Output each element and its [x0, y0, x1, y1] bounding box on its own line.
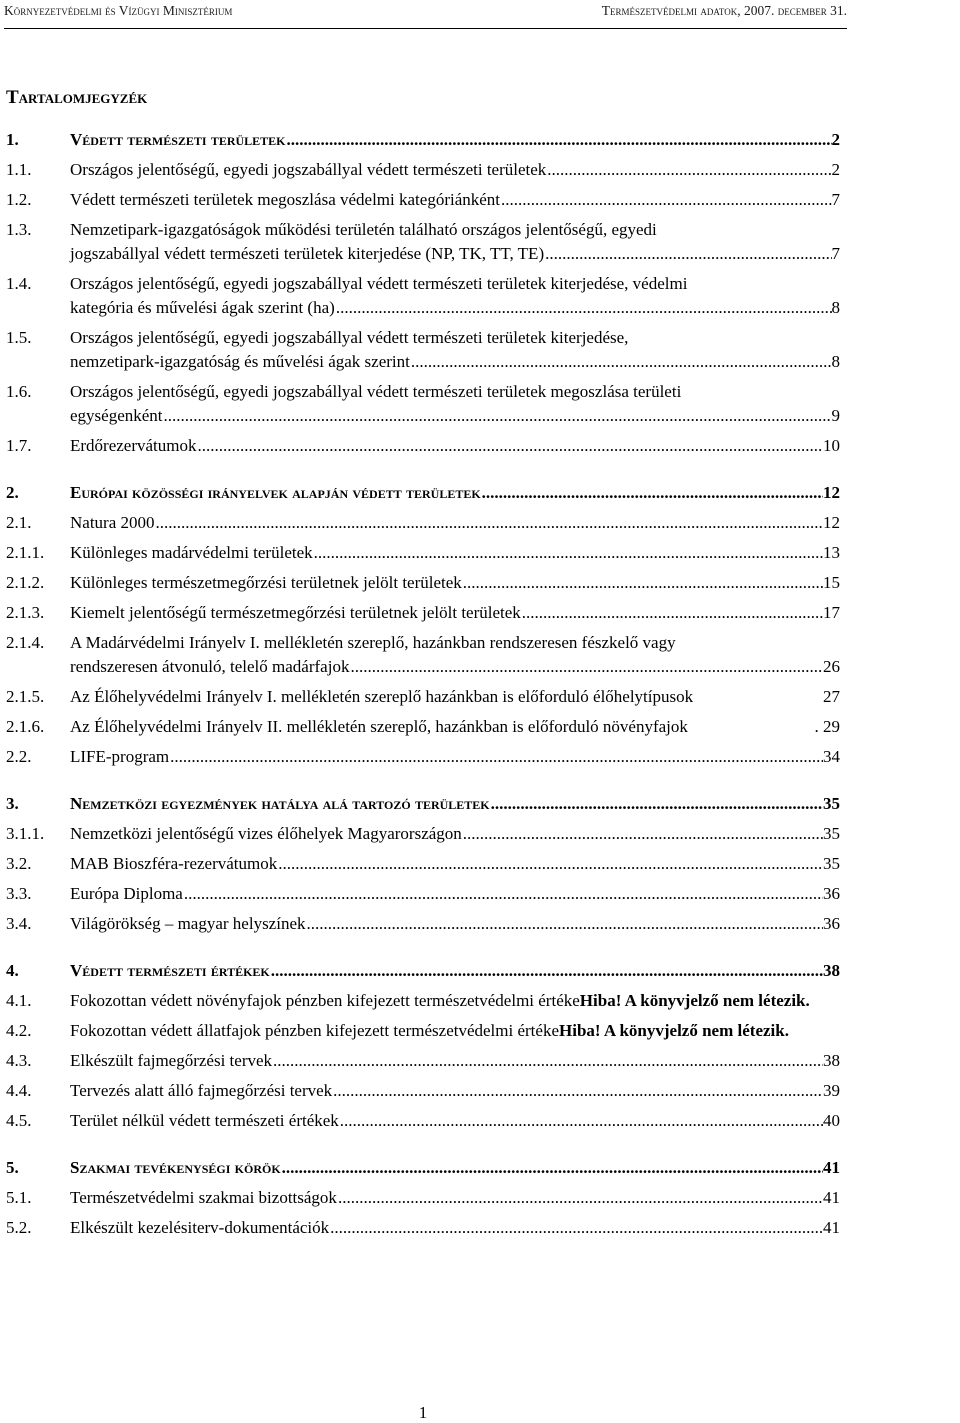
toc-entry-number: 5.2.	[6, 1218, 32, 1237]
dot-leader	[278, 852, 823, 876]
toc-entry[interactable]	[6, 631, 840, 679]
toc-entry-title: Világörökség – magyar helyszínek	[70, 914, 306, 933]
toc-entry-line	[70, 404, 840, 428]
toc-entry-page: 26	[823, 657, 840, 676]
toc-entry-content	[70, 601, 840, 625]
header-report-title: Természetvédelmi adatok, 2007. december 31.	[601, 3, 847, 18]
toc-entry-page: 12	[823, 513, 840, 532]
toc-entry-title: Az Élőhelyvédelmi Irányelv II. mellékletén szereplő, hazánkban is előforduló növényfajok	[70, 717, 688, 736]
toc-entry-page: 38	[823, 961, 840, 980]
toc-entry-content	[70, 541, 840, 565]
dot-leader	[271, 959, 823, 983]
toc-entry-line	[70, 272, 840, 296]
toc-entry-content	[70, 1216, 840, 1240]
toc-entry-line	[70, 655, 840, 679]
toc-entry-page: 39	[823, 1081, 840, 1100]
dot-leader	[314, 541, 823, 565]
toc-entry-content	[70, 571, 840, 595]
toc-entry[interactable]	[6, 1156, 840, 1180]
dot-leader	[482, 481, 823, 505]
toc-entry-title: Terület nélkül védett természeti értékek	[70, 1111, 339, 1130]
toc-entry-line	[70, 541, 840, 565]
toc-entry-title: Országos jelentőségű, egyedi jogszabállyal védett természeti területek	[70, 160, 547, 179]
toc-entry-page: 36	[823, 884, 840, 903]
toc-entry-content	[70, 959, 840, 983]
toc-entry-line	[70, 380, 840, 404]
toc-entry-title: Nemzetközi egyezmények hatálya alá tartozó területek	[70, 794, 490, 813]
toc-entry-page: 7	[831, 190, 840, 209]
toc-entry-number: 2.1.6.	[6, 717, 45, 736]
toc-entry-title: Országos jelentőségű, egyedi jogszabállyal védett természeti területek kiterjedése, védelmi	[70, 274, 688, 293]
toc-entry-line	[70, 434, 840, 458]
toc-entry[interactable]	[6, 882, 840, 906]
toc-entry[interactable]	[6, 852, 840, 876]
toc-entry-line	[70, 912, 840, 936]
toc-entry-content	[70, 912, 840, 936]
dot-leader	[336, 296, 832, 320]
toc-entry-page: 41	[823, 1158, 840, 1177]
toc-entry-page: 10	[823, 436, 840, 455]
dot-leader	[340, 1109, 823, 1133]
toc-entry-title: rendszeresen átvonuló, telelő madárfajok	[70, 657, 350, 676]
toc-entry[interactable]	[6, 792, 840, 816]
toc-entry[interactable]	[6, 822, 840, 846]
toc-entry[interactable]	[6, 745, 840, 769]
toc-entry-line	[70, 128, 840, 152]
toc-entry-line	[70, 158, 840, 182]
dot-leader	[333, 1079, 823, 1103]
toc-entry-content	[70, 631, 840, 679]
toc-entry-title: LIFE-program	[70, 747, 170, 766]
toc-entry-page: 41	[823, 1188, 840, 1207]
toc-entry-content	[70, 1049, 840, 1073]
dot-leader	[547, 158, 831, 182]
toc-entry-line	[70, 715, 840, 739]
toc-entry-page: 17	[823, 603, 840, 622]
toc-entry-line	[70, 296, 840, 320]
dot-leader	[198, 434, 824, 458]
toc-entry-number: 3.2.	[6, 854, 32, 873]
toc-entry-line	[70, 1186, 840, 1210]
toc-entry-content	[70, 511, 840, 535]
dot-leader	[350, 655, 823, 679]
toc-entry-content	[70, 1079, 840, 1103]
toc-entry-content	[70, 685, 840, 709]
toc-entry-page: 35	[823, 854, 840, 873]
toc-entry-title: egységenként	[70, 406, 163, 425]
toc-entry[interactable]	[6, 128, 840, 152]
toc-entry-content	[70, 1186, 840, 1210]
toc-entry-line	[70, 959, 840, 983]
toc-entry-page: 35	[823, 824, 840, 843]
toc-entry-content	[70, 989, 840, 1013]
dot-leader	[170, 745, 823, 769]
toc-entry[interactable]	[6, 715, 840, 739]
toc-entry-line	[70, 852, 840, 876]
toc-entry-line	[70, 188, 840, 212]
toc-entry-content	[70, 272, 840, 320]
dot-leader	[273, 1049, 823, 1073]
toc-entry-title: kategória és művelési ágak szerint (ha)	[70, 298, 335, 317]
toc-entry-number: 4.1.	[6, 991, 32, 1010]
dot-leader	[338, 1186, 823, 1210]
toc-entry-title: jogszabállyal védett természeti területek kiterjedése (NP, TK, TT, TE)	[70, 244, 545, 263]
toc-entry-number: 2.1.	[6, 513, 32, 532]
header-ministry: Környezetvédelmi és Vízügyi Minisztérium	[4, 3, 233, 18]
toc-entry-title: Elkészült fajmegőrzési tervek	[70, 1051, 273, 1070]
toc-entry-page: 36	[823, 914, 840, 933]
toc-entry-title: Fokozottan védett növényfajok pénzben kifejezett természetvédelmi értéke	[70, 991, 580, 1010]
toc-entry-page: 7	[831, 244, 840, 263]
dot-leader	[545, 242, 831, 266]
toc-entry[interactable]	[6, 1079, 840, 1103]
toc-entry-title: Szakmai tevékenységi körök	[70, 1158, 281, 1177]
toc-entry-title: Nemzetipark-igazgatóságok működési területén található országos jelentőségű, egyedi	[70, 220, 657, 239]
toc-entry-content	[70, 792, 840, 816]
toc-entry-line	[70, 1216, 840, 1240]
toc-entry-content	[70, 481, 840, 505]
toc-entry-line	[70, 822, 840, 846]
toc-entry-number: 1.	[6, 130, 19, 149]
toc-entry-line	[70, 1049, 840, 1073]
toc-entry[interactable]	[6, 158, 840, 182]
toc-entry-line	[70, 631, 840, 655]
toc-entry-content	[70, 745, 840, 769]
toc-entry-line	[70, 218, 840, 242]
dot-leader	[522, 601, 823, 625]
toc-entry[interactable]	[6, 571, 840, 595]
toc-entry-line	[70, 1156, 840, 1180]
toc-entry-page: 27	[823, 687, 840, 706]
dot-leader	[307, 912, 824, 936]
toc-entry-content	[70, 1156, 840, 1180]
toc-entry-number: 4.4.	[6, 1081, 32, 1100]
toc-entry-line	[70, 1109, 840, 1133]
toc-entry-line	[70, 571, 840, 595]
toc-entry-number: 5.1.	[6, 1188, 32, 1207]
toc-entry-number: 1.1.	[6, 160, 32, 179]
dot-leader	[463, 822, 823, 846]
toc-entry[interactable]	[6, 188, 840, 212]
toc-entry-number: 2.1.3.	[6, 603, 45, 622]
toc-entry-number: 3.3.	[6, 884, 32, 903]
toc-entry[interactable]	[6, 218, 840, 266]
toc-entry-content	[70, 380, 840, 428]
toc-entry-page: 34	[823, 747, 840, 766]
toc-entry-content	[70, 128, 840, 152]
toc-entry[interactable]	[6, 434, 840, 458]
toc-entry-content	[70, 882, 840, 906]
toc-entry-number: 1.4.	[6, 274, 32, 293]
toc-entry-number: 2.1.1.	[6, 543, 45, 562]
toc-entry-page: 8	[831, 298, 840, 317]
toc-title: Tartalomjegyzék	[6, 87, 148, 108]
toc-entry-number: 3.4.	[6, 914, 32, 933]
toc-entry-number: 2.2.	[6, 747, 32, 766]
toc-entry-title: MAB Bioszféra-rezervátumok	[70, 854, 278, 873]
dot-leader	[156, 511, 823, 535]
toc-entry-content	[70, 852, 840, 876]
toc-entry-content	[70, 715, 840, 739]
dot-leader	[184, 882, 823, 906]
bookmark-error: Hiba! A könyvjelző nem létezik.	[579, 991, 810, 1010]
toc-entry-line	[70, 601, 840, 625]
toc-entry-page: 13	[823, 543, 840, 562]
toc-entry-line	[70, 326, 840, 350]
toc-entry[interactable]	[6, 912, 840, 936]
toc-entry-title: Kiemelt jelentőségű természetmegőrzési területnek jelölt területek	[70, 603, 521, 622]
toc-entry-content	[70, 188, 840, 212]
dot-leader	[411, 350, 832, 374]
bookmark-error: Hiba! A könyvjelző nem létezik.	[559, 1021, 789, 1040]
toc-entry-line	[70, 792, 840, 816]
dot-leader	[282, 1156, 823, 1180]
toc-entry-line	[70, 350, 840, 374]
toc-entry[interactable]	[6, 272, 840, 320]
toc-entry[interactable]	[6, 481, 840, 505]
toc-entry-number: 1.6.	[6, 382, 32, 401]
dot-leader	[164, 404, 832, 428]
toc-entry-line	[70, 685, 840, 709]
toc-entry-title: Natura 2000	[70, 513, 155, 532]
toc-entry-title: Védett természeti területek megoszlása védelmi kategóriánként	[70, 190, 501, 209]
toc-entry-number: 2.1.5.	[6, 687, 45, 706]
toc-entry-content	[70, 158, 840, 182]
toc-entry-title: Országos jelentőségű, egyedi jogszabállyal védett természeti területek kiterjedése,	[70, 328, 629, 347]
toc-entry-title: Európa Diploma	[70, 884, 183, 903]
toc-entry-content	[70, 1109, 840, 1133]
dot-leader	[330, 1216, 823, 1240]
toc-entry-number: 1.5.	[6, 328, 32, 347]
toc-entry-title: A Madárvédelmi Irányelv I. mellékletén szereplő, hazánkban rendszeresen fészkelő vagy	[70, 633, 676, 652]
toc-entry[interactable]	[6, 326, 840, 374]
toc-entry-line	[70, 989, 840, 1013]
page-number: 1	[418, 1403, 428, 1422]
toc-entry-number: 4.3.	[6, 1051, 32, 1070]
toc-entry[interactable]	[6, 380, 840, 428]
toc-entry-line	[70, 1019, 840, 1043]
toc-entry-title: Az Élőhelyvédelmi Irányelv I. mellékletén szereplő hazánkban is előforduló élőhelytípusok	[70, 687, 694, 706]
toc-entry-page: . 29	[814, 717, 840, 736]
toc-entry-title: Fokozottan védett állatfajok pénzben kifejezett természetvédelmi értéke	[70, 1021, 559, 1040]
toc-entry-page: 2	[831, 160, 840, 179]
toc-entry-title: Különleges természetmegőrzési területnek jelölt területek	[70, 573, 462, 592]
toc-entry-number: 3.	[6, 794, 19, 813]
toc-entry[interactable]	[6, 685, 840, 709]
toc-entry-number: 1.7.	[6, 436, 32, 455]
toc-entry[interactable]	[6, 1049, 840, 1073]
toc-entry[interactable]	[6, 601, 840, 625]
toc-entry-page: 40	[823, 1111, 840, 1130]
toc-entry-page: 8	[831, 352, 840, 371]
dot-leader	[491, 792, 823, 816]
toc-entry-title: Erdőrezervátumok	[70, 436, 197, 455]
dot-leader	[287, 128, 832, 152]
toc-entry-title: Európai közösségi irányelvek alapján védett területek	[70, 483, 481, 502]
toc-entry-content	[70, 822, 840, 846]
toc-entry-page: 15	[823, 573, 840, 592]
toc-entry-line	[70, 1079, 840, 1103]
toc-entry-line	[70, 481, 840, 505]
toc-entry[interactable]	[6, 1186, 840, 1210]
toc-entry-number: 1.3.	[6, 220, 32, 239]
dot-leader	[501, 188, 831, 212]
toc-entry-number: 2.1.4.	[6, 633, 45, 652]
table-of-contents	[6, 122, 840, 1240]
toc-entry-line	[70, 511, 840, 535]
toc-entry-number: 5.	[6, 1158, 19, 1177]
toc-entry[interactable]	[6, 989, 840, 1013]
toc-entry[interactable]	[6, 1109, 840, 1133]
toc-entry-number: 1.2.	[6, 190, 32, 209]
toc-entry-title: Országos jelentőségű, egyedi jogszabállyal védett természeti területek megoszlása területi	[70, 382, 682, 401]
toc-entry[interactable]	[6, 541, 840, 565]
toc-entry-content	[70, 326, 840, 374]
toc-entry-title: Elkészült kezelésiterv-dokumentációk	[70, 1218, 330, 1237]
toc-entry-page: 12	[823, 483, 840, 502]
toc-entry-number: 2.1.2.	[6, 573, 45, 592]
toc-entry-title: Védett természeti értékek	[70, 961, 270, 980]
toc-entry-number: 4.	[6, 961, 19, 980]
toc-entry-number: 2.	[6, 483, 19, 502]
dot-leader	[463, 571, 823, 595]
toc-entry-title: Védett természeti területek	[70, 130, 286, 149]
toc-entry-line	[70, 745, 840, 769]
toc-entry-number: 4.2.	[6, 1021, 32, 1040]
toc-entry-line	[70, 242, 840, 266]
toc-entry-page: 9	[831, 406, 840, 425]
toc-entry-content	[70, 218, 840, 266]
toc-entry-line	[70, 882, 840, 906]
toc-entry-content	[70, 1019, 840, 1043]
toc-entry[interactable]	[6, 959, 840, 983]
toc-entry[interactable]	[6, 1216, 840, 1240]
toc-entry-number: 4.5.	[6, 1111, 32, 1130]
page-header	[4, 0, 847, 29]
toc-entry-content	[70, 434, 840, 458]
toc-entry-page: 2	[831, 130, 840, 149]
toc-entry-page: 41	[823, 1218, 840, 1237]
toc-entry-title: Tervezés alatt álló fajmegőrzési tervek	[70, 1081, 333, 1100]
toc-entry-title: Különleges madárvédelmi területek	[70, 543, 313, 562]
toc-entry[interactable]	[6, 511, 840, 535]
toc-entry-page: 38	[823, 1051, 840, 1070]
toc-entry-title: Nemzetközi jelentőségű vizes élőhelyek Magyarországon	[70, 824, 462, 843]
toc-entry-title: Természetvédelmi szakmai bizottságok	[70, 1188, 337, 1207]
toc-entry[interactable]	[6, 1019, 840, 1043]
toc-entry-number: 3.1.1.	[6, 824, 45, 843]
toc-entry-title: nemzetipark-igazgatóság és művelési ágak szerint	[70, 352, 410, 371]
toc-entry-page: 35	[823, 794, 840, 813]
